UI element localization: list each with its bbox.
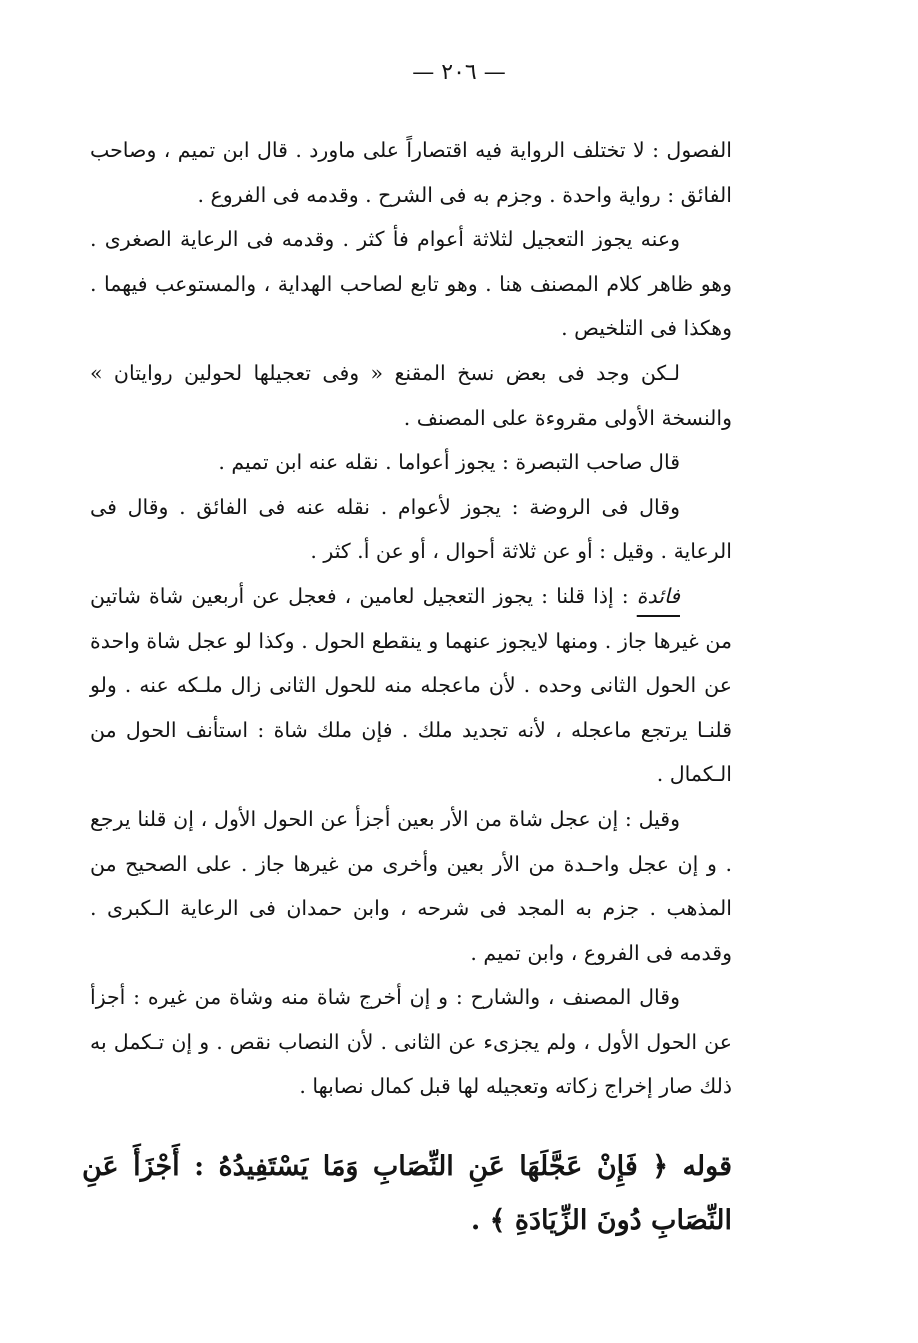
page-number: — ٢٠٦ — <box>412 60 506 85</box>
paragraph-2: وعنه يجوز التعجيل لثلاثة أعوام فأ كثر . وقدمه فى الرعاية الصغرى . وهو ظاهر كلام المصنف هنا . وهو تابع لصاحب الهداية ، والمستوعب فيهما . وهكذا فى التلخيص . <box>90 227 732 341</box>
paragraph-7: وقيل : إن عجل شاة من الأر بعين أجزأ عن الحول الأول ، إن قلنا يرجع . و إن عجل واحـدة من الأر بعين وأخرى من غيرها جاز . على الصحيح من المذهب . جزم به المجد فى شرحه ، وابن حمدان فى الرعاية الـكبرى . وقدمه فى الفروع ، وابن تميم . <box>90 806 732 965</box>
paragraph-4: قال صاحب التبصرة : يجوز أعواما . نقله عنه ابن تميم . <box>218 450 680 475</box>
benefit-text: : إذا قلنا : يجوز التعجيل لعامين ، فعجل عن أربعين شاة شاتين من غيرها جاز . ومنها لايجوز عنهما و ينقطع الحول . وكذا لو عجل شاة واحدة عن الحول الثانى وحده . لأن ماعجله منه للحول الثانى زال ملـكه عنه . ولو قلنـا يرتجع ماعجله ، لأنه تجديد ملك . فإن ملك شاة : استأنف الحول من الـكمال . <box>90 583 732 787</box>
benefit-heading: فائدة <box>636 583 680 608</box>
paragraph-8: وقال المصنف ، والشارح : و إن أخرج شاة منه وشاة من غيره : أجزأ عن الحول الأول ، ولم يجزىء عن الثانى . لأن النصاب نقص . و إن تـكمل به ذلك صار إخراج زكاته وتعجيله لها قبل كمال نصابها . <box>90 985 732 1099</box>
quote-lead: قوله <box>682 1151 733 1182</box>
paragraph-5: وقال فى الروضة : يجوز لأعوام . نقله عنه فى الفائق . وقال فى الرعاية . وقيل : أو عن ثلاثة أحوال ، أو عن أ. كثر . <box>90 494 732 564</box>
paragraph-benefit <box>90 574 732 797</box>
paragraph-3: لـكن وجد فى بعض نسخ المقنع « وفى تعجيلها لحولين روايتان » والنسخة الأولى مقروءة على المصنف . <box>90 360 732 430</box>
paragraph-1: الفصول : لا تختلف الرواية فيه اقتصاراً على ماورد . قال ابن تميم ، وصاحب الفائق : رواية واحدة . وجزم به فى الشرح . وقدمه فى الفروع . <box>90 138 732 207</box>
body-text <box>90 128 732 1109</box>
quote-text: ﴿ فَإِنْ عَجَّلَهَا عَنِ النِّصَابِ وَمَا يَسْتَفِيدُهُ : أَجْزَأَ عَنِ النِّصَابِ دُونَ الزِّيَادَةِ ﴾ . <box>82 1151 732 1236</box>
quoted-statement <box>82 1140 732 1248</box>
